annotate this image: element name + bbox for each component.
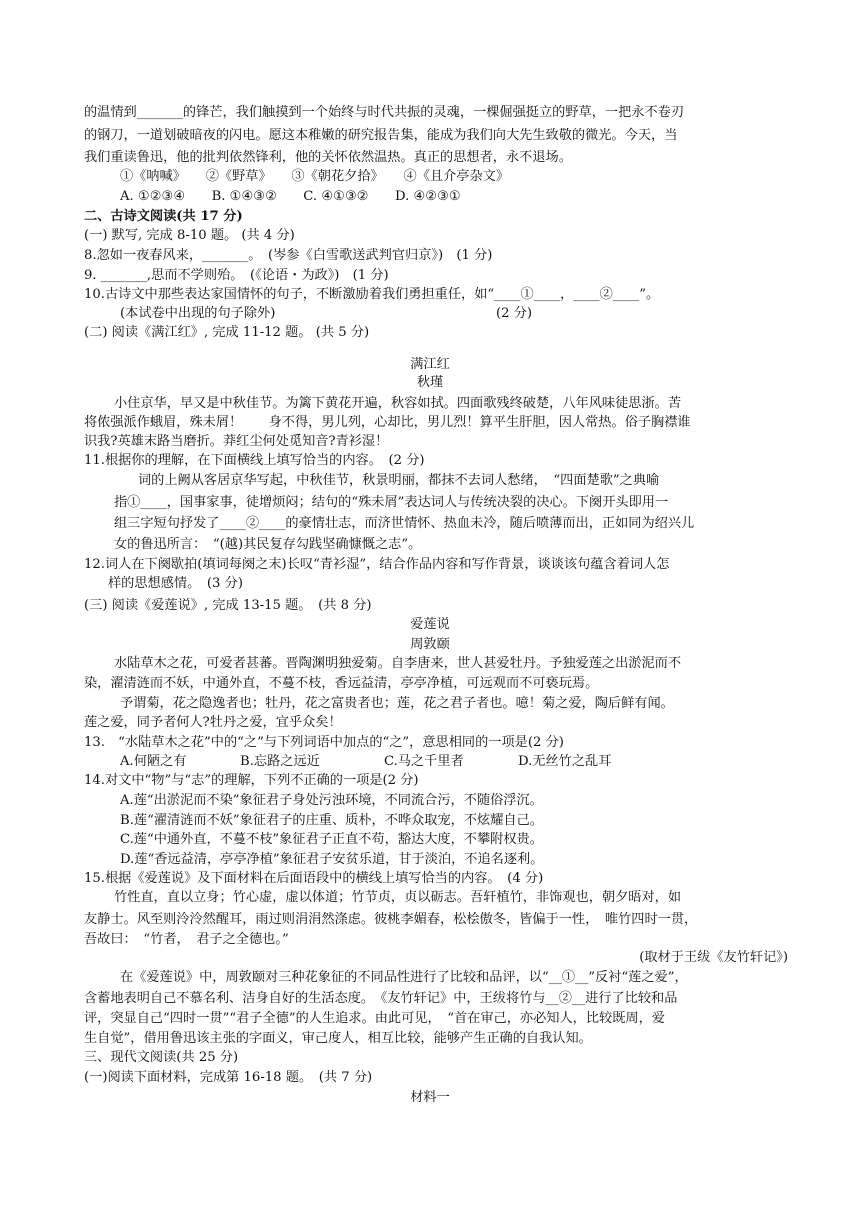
question-11-line-3: 组三字短句抒发了____②____的豪情壮志，而济世情怀、热血未冷，随后喷薄而出，正如同为绍兴儿 (114, 516, 695, 531)
question-11-line-4: 女的鲁迅所言： “(越)其民复存勾践坚确慷慨之志”。 (114, 537, 422, 552)
intro-line-2: 的钢刀，一道划破暗夜的闪电。愿这本稚嫩的研究报告集，能成为我们向大先生致敬的微光。今天，当 (84, 128, 678, 143)
poem-line-1: 小住京华，早又是中秋佳节。为篱下黄花开遍，秋容如拭。四面歌残终破楚，八年风味徒思浙。苦 (114, 396, 682, 411)
question-9: 9. _______,思而不学则殆。 (《论语・为政》) (1 分) (84, 268, 389, 283)
question-15-line-2: 含蓄地表明自己不慕名利、洁身自好的生活态度。 《友竹轩记》中，王绂将竹与__②__进行了比较和品 (84, 991, 678, 1006)
question-15-line-4: 生自觉”，借用鲁迅该主张的字面义，审己度人，相互比较，能够产生正确的自我认知。 (84, 1031, 592, 1046)
question-13-option-d: D.无丝竹之乱耳 (518, 754, 612, 769)
part-1-heading: (一) 默写, 完成 8-10 题。 (共 4 分) (84, 228, 295, 243)
question-14-option-a: A.莲“出淤泥而不染”象征君子身处污浊环境，不同流合污，不随俗浮沉。 (120, 793, 543, 808)
material-1-label: 材料一 (410, 1090, 450, 1105)
question-10: 10.古诗文中那些表达家国情怀的句子，不断激励着我们勇担重任，如“____①____，____②____”。 (84, 287, 660, 302)
part-1-modern-heading: (一)阅读下面材料，完成第 16-18 题。 (共 7 分) (84, 1070, 373, 1085)
question-11-line-2: 指①____，国事家事，徒增烦闷；结句的“殊未屑”表达词人与传统决裂的决心。下阕开头即用一 (114, 495, 669, 510)
poem-author: 秋瑾 (416, 375, 444, 390)
material-source: (取材于王绂《友竹轩记》) (639, 950, 788, 965)
essay-line-1: 水陆草木之花，可爱者甚蕃。晋陶渊明独爱菊。自李唐来，世人甚爱牡丹。予独爱莲之出淤泥而不 (114, 656, 682, 671)
question-14-option-c: C.莲“中通外直，不蔓不枝”象征君子正直不苟，豁达大度，不攀附权贵。 (120, 832, 543, 847)
section-2-heading: 二、古诗文阅读(共 17 分) (84, 209, 243, 224)
material-line-2: 友静士。风至则泠泠然醒耳，雨过则涓涓然涤虑。彼桃李媚春，松桧傲冬，皆偏于一性， 唯竹四时一贯， (84, 912, 698, 927)
essay-title: 爱莲说 (410, 617, 450, 632)
poem-line-2: 将侬强派作蛾眉，殊未屑！ 身不得，男儿列，心却比，男儿烈！算平生肝胆，因人常热。俗子胸襟谁 (84, 415, 691, 430)
essay-line-4: 莲之爱，同予者何人?牡丹之爱，宜乎众矣！ (84, 715, 342, 730)
book-options: A. ①②③④ B. ①④③② C. ④①③② D. ④②③① (120, 189, 461, 204)
question-13: 13. “水陆草木之花”中的“之”与下列词语中加点的“之”，意思相同的一项是(2 分) (84, 735, 564, 750)
question-13-option-a: A.何陋之有 (120, 754, 187, 769)
question-15-line-3: 评，突显自己“四时一贯”“君子全德”的人生追求。由此可见， “首在审己，亦必知人，比较既周，爱 (84, 1011, 665, 1026)
question-8: 8.忽如一夜春风来，_______。 (岑参《白雪歌送武判官归京》) (1 分) (84, 248, 493, 263)
question-14-option-b: B.莲“濯清涟而不妖”象征君子的庄重、质朴，不哗众取宠，不炫耀自己。 (120, 813, 543, 828)
intro-line-3: 我们重读鲁迅，他的批判依然锋利，他的关怀依然温热。真正的思想者，永不退场。 (84, 150, 572, 165)
question-13-option-b: B.忘路之远近 (240, 754, 320, 769)
material-line-1: 竹性直，直以立身；竹心虚，虚以体道；竹节贞，贞以砺志。吾轩植竹，非饰观也，朝夕晤对，如 (114, 890, 682, 905)
part-2-heading: (二) 阅读《满江红》, 完成 11-12 题。 (共 5 分) (84, 325, 370, 340)
question-11: 11.根据你的理解，在下面横线上填写恰当的内容。 (2 分) (84, 453, 425, 468)
question-10-note: (本试卷中出现的句子除外) (120, 306, 276, 321)
book-list: ①《呐喊》 ②《野草》 ③《朝花夕拾》 ④《且介亭杂文》 (120, 169, 510, 184)
question-12-line-2: 样的思想感情。 (3 分) (108, 576, 243, 591)
question-15: 15.根据《爱莲说》及下面材料在后面语段中的横线上填写恰当的内容。 (4 分) (84, 871, 544, 886)
intro-line-1: 的温情到_______的锋芒，我们触摸到一个始终与时代共振的灵魂，一棵倔强挺立的野草，一把永不卷刃 (84, 105, 685, 120)
essay-author: 周敦颐 (410, 637, 450, 652)
poem-line-3: 识我?英雄末路当磨折。莽红尘何处觅知音?青衫湿！ (84, 434, 389, 449)
essay-line-2: 染，濯清涟而不妖，中通外直，不蔓不枝，香远益清，亭亭净植，可远观而不可亵玩焉。 (84, 676, 599, 691)
question-15-line-1: 在《爱莲说》中，周敦颐对三种花象征的不同品性进行了比较和品评，以“__①__”反衬“莲之爱”， (120, 970, 688, 985)
poem-title: 满江红 (410, 357, 450, 372)
part-3-heading: (三) 阅读《爱莲说》, 完成 13-15 题。 (共 8 分) (84, 598, 372, 613)
essay-line-3: 予谓菊，花之隐逸者也；牡丹，花之富贵者也；莲，花之君子者也。噫！菊之爱，陶后鲜有闻。 (120, 696, 674, 711)
question-12-line-1: 12.词人在下阕歇拍(填词每阕之末)长叹“青衫湿”，结合作品内容和写作背景，谈谈该句蕴含着词人怎 (84, 557, 670, 572)
material-line-3: 吾故曰： “竹者， 君子之全德也。” (84, 932, 289, 947)
question-14: 14.对文中“物”与“志”的理解，下列不正确的一项是(2 分) (84, 773, 419, 788)
question-13-option-c: C.马之千里者 (384, 754, 464, 769)
section-3-heading: 三、现代文阅读(共 25 分) (84, 1050, 239, 1065)
question-11-line-1: 词的上阙从客居京华写起，中秋佳节，秋景明丽，都抹不去词人愁绪， “四面楚歌”之典喻 (138, 473, 660, 488)
question-14-option-d: D.莲“香远益清，亭亭净植”象征君子安贫乐道，甘于淡泊，不追名逐利。 (120, 852, 544, 867)
question-10-score: (2 分) (496, 306, 533, 321)
